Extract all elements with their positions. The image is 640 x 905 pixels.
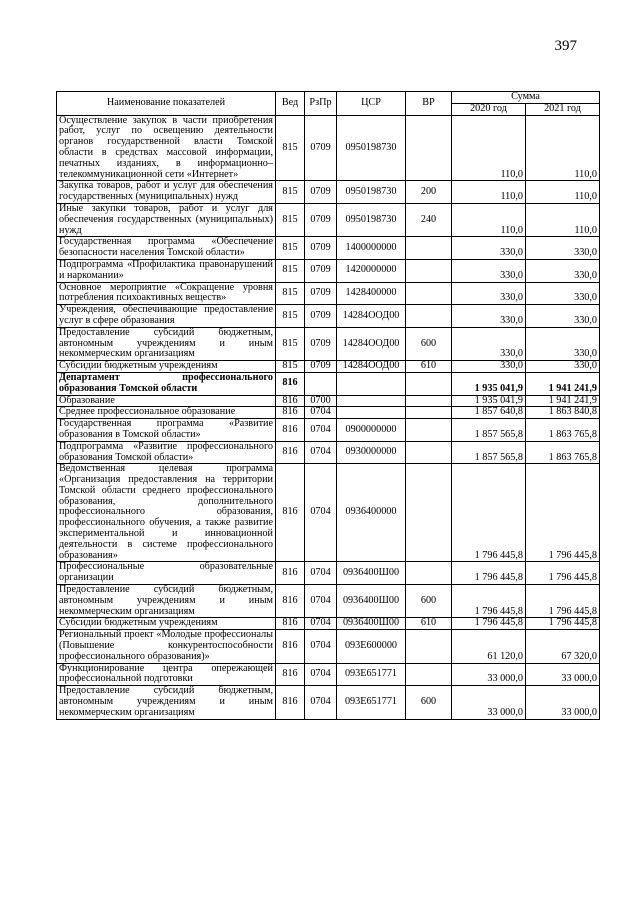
row-amount-2020: 330,0 <box>452 361 526 373</box>
row-name: Закупка товаров, работ и услуг для обеспечения государственных (муниципальных) нужд <box>57 181 276 204</box>
row-vr: 600 <box>406 686 452 719</box>
row-amount-2020: 1 796 445,8 <box>452 618 526 630</box>
row-csr: 0936400Ш00 <box>337 618 406 630</box>
row-amount-2020: 110,0 <box>452 115 526 181</box>
row-rzpr: 0704 <box>305 585 337 618</box>
row-csr: 0936400Ш00 <box>337 562 406 585</box>
row-csr: 0950198730 <box>337 115 406 181</box>
row-name: Государственная программа «Развитие образования в Томской области» <box>57 419 276 442</box>
row-vr <box>406 237 452 260</box>
row-amount-2021: 1 796 445,8 <box>526 618 600 630</box>
row-amount-2021: 110,0 <box>526 181 600 204</box>
row-vr <box>406 407 452 419</box>
row-vr <box>406 562 452 585</box>
row-amount-2021: 330,0 <box>526 305 600 328</box>
row-csr: 0936400000 <box>337 464 406 562</box>
row-ved: 815 <box>276 203 305 236</box>
row-ved: 815 <box>276 115 305 181</box>
row-rzpr: 0704 <box>305 441 337 464</box>
row-amount-2021: 1 941 241,9 <box>526 395 600 407</box>
row-vr <box>406 441 452 464</box>
row-vr <box>406 663 452 686</box>
row-amount-2021: 330,0 <box>526 282 600 305</box>
row-csr: 14284ООД00 <box>337 305 406 328</box>
row-csr: 14284ООД00 <box>337 361 406 373</box>
row-vr: 600 <box>406 327 452 360</box>
header-ved: Вед <box>276 92 305 116</box>
row-csr: 093E651771 <box>337 663 406 686</box>
row-amount-2021: 110,0 <box>526 115 600 181</box>
row-vr <box>406 395 452 407</box>
row-rzpr: 0709 <box>305 282 337 305</box>
row-vr <box>406 305 452 328</box>
row-ved: 816 <box>276 686 305 719</box>
row-ved: 816 <box>276 585 305 618</box>
row-csr <box>337 395 406 407</box>
row-vr <box>406 282 452 305</box>
table-row <box>57 663 600 686</box>
header-row <box>57 92 600 104</box>
row-name: Функционирование центра опережающей профессиональной подготовки <box>57 663 276 686</box>
row-amount-2020: 33 000,0 <box>452 663 526 686</box>
row-name: Осуществление закупок в части приобретения работ, услуг по освещению деятельности органов государственной власти Томской области в средствах массовой информации, печатных изданиях, в информационно–телекоммуникационной сети «Интернет» <box>57 115 276 181</box>
row-rzpr: 0704 <box>305 562 337 585</box>
row-ved: 815 <box>276 259 305 282</box>
table-row <box>57 464 600 562</box>
row-name: Учреждения, обеспечивающие предоставление услуг в сфере образования <box>57 305 276 328</box>
row-rzpr: 0709 <box>305 237 337 260</box>
row-amount-2021: 330,0 <box>526 259 600 282</box>
row-amount-2020: 1 935 041,9 <box>452 372 526 395</box>
table-row <box>57 115 600 181</box>
header-rzpr: РзПр <box>305 92 337 116</box>
row-vr <box>406 372 452 395</box>
row-amount-2020: 1 796 445,8 <box>452 562 526 585</box>
row-vr <box>406 464 452 562</box>
row-csr: 0930000000 <box>337 441 406 464</box>
row-amount-2021: 1 863 765,8 <box>526 441 600 464</box>
row-rzpr: 0700 <box>305 395 337 407</box>
header-csr: ЦСР <box>337 92 406 116</box>
row-vr: 610 <box>406 361 452 373</box>
budget-table <box>56 91 600 720</box>
row-amount-2020: 330,0 <box>452 259 526 282</box>
row-amount-2020: 61 120,0 <box>452 630 526 663</box>
row-ved: 816 <box>276 464 305 562</box>
row-rzpr: 0709 <box>305 259 337 282</box>
table-row <box>57 585 600 618</box>
row-csr: 1400000000 <box>337 237 406 260</box>
row-amount-2021: 33 000,0 <box>526 686 600 719</box>
row-amount-2021: 1 796 445,8 <box>526 464 600 562</box>
table-row <box>57 327 600 360</box>
row-name: Подпрограмма «Развитие профессионального образования Томской области» <box>57 441 276 464</box>
row-amount-2020: 330,0 <box>452 305 526 328</box>
table-row <box>57 618 600 630</box>
row-amount-2020: 1 857 565,8 <box>452 441 526 464</box>
row-csr: 1428400000 <box>337 282 406 305</box>
row-name: Профессиональные образовательные организации <box>57 562 276 585</box>
header-sum: Сумма <box>452 92 600 104</box>
row-rzpr: 0704 <box>305 419 337 442</box>
row-csr: 093E651771 <box>337 686 406 719</box>
row-vr: 240 <box>406 203 452 236</box>
row-amount-2021: 1 941 241,9 <box>526 372 600 395</box>
row-ved: 816 <box>276 419 305 442</box>
table-row <box>57 441 600 464</box>
row-amount-2020: 1 857 640,8 <box>452 407 526 419</box>
table-body <box>57 115 600 719</box>
row-csr: 0936400Ш00 <box>337 585 406 618</box>
row-name: Ведомственная целевая программа «Организация предоставления на территории Томской области среднего профессионального образования, дополнительного профессионального образования, профессионального обучения, а также развитие экспериментальной и инновационной деятельности в системе профессионального образования» <box>57 464 276 562</box>
row-amount-2020: 1 857 565,8 <box>452 419 526 442</box>
table-row <box>57 203 600 236</box>
row-amount-2020: 110,0 <box>452 181 526 204</box>
row-rzpr: 0709 <box>305 305 337 328</box>
row-ved: 816 <box>276 663 305 686</box>
row-rzpr: 0709 <box>305 115 337 181</box>
row-ved: 815 <box>276 327 305 360</box>
row-name: Предоставление субсидий бюджетным, автономным учреждениям и иным некоммерческим организациям <box>57 686 276 719</box>
row-csr <box>337 407 406 419</box>
row-name: Подпрограмма «Профилактика правонарушений и наркомании» <box>57 259 276 282</box>
row-rzpr: 0709 <box>305 361 337 373</box>
row-name: Субсидии бюджетным учреждениям <box>57 361 276 373</box>
row-ved: 815 <box>276 282 305 305</box>
row-amount-2021: 33 000,0 <box>526 663 600 686</box>
row-ved: 816 <box>276 618 305 630</box>
row-amount-2021: 110,0 <box>526 203 600 236</box>
row-vr <box>406 630 452 663</box>
table-row <box>57 562 600 585</box>
row-amount-2021: 330,0 <box>526 361 600 373</box>
header-vr: ВР <box>406 92 452 116</box>
row-ved: 816 <box>276 407 305 419</box>
row-vr: 600 <box>406 585 452 618</box>
row-amount-2020: 330,0 <box>452 237 526 260</box>
row-ved: 816 <box>276 562 305 585</box>
row-rzpr: 0704 <box>305 686 337 719</box>
row-amount-2021: 1 863 765,8 <box>526 419 600 442</box>
table-row <box>57 395 600 407</box>
row-amount-2021: 1 796 445,8 <box>526 585 600 618</box>
table-row <box>57 282 600 305</box>
row-name: Образование <box>57 395 276 407</box>
row-ved: 815 <box>276 237 305 260</box>
row-vr: 610 <box>406 618 452 630</box>
row-rzpr <box>305 372 337 395</box>
row-name: Государственная программа «Обеспечение безопасности населения Томской области» <box>57 237 276 260</box>
row-vr <box>406 259 452 282</box>
row-amount-2020: 330,0 <box>452 282 526 305</box>
row-vr <box>406 419 452 442</box>
table-row <box>57 259 600 282</box>
table-row <box>57 361 600 373</box>
row-name: Основное мероприятие «Сокращение уровня потребления психоактивных веществ» <box>57 282 276 305</box>
row-amount-2020: 110,0 <box>452 203 526 236</box>
row-csr: 14284ООД00 <box>337 327 406 360</box>
row-rzpr: 0709 <box>305 327 337 360</box>
row-ved: 816 <box>276 395 305 407</box>
table-row <box>57 407 600 419</box>
table-row <box>57 686 600 719</box>
row-amount-2021: 1 863 840,8 <box>526 407 600 419</box>
page-number: 397 <box>554 38 577 54</box>
row-ved: 815 <box>276 305 305 328</box>
row-rzpr: 0704 <box>305 630 337 663</box>
row-rzpr: 0704 <box>305 407 337 419</box>
table-row <box>57 237 600 260</box>
row-csr: 0900000000 <box>337 419 406 442</box>
row-ved: 815 <box>276 361 305 373</box>
row-amount-2021: 330,0 <box>526 237 600 260</box>
row-amount-2021: 330,0 <box>526 327 600 360</box>
row-ved: 816 <box>276 630 305 663</box>
row-name: Предоставление субсидий бюджетным, автономным учреждениям и иным некоммерческим организациям <box>57 327 276 360</box>
row-rzpr: 0709 <box>305 203 337 236</box>
row-csr: 093E600000 <box>337 630 406 663</box>
table-row <box>57 630 600 663</box>
row-amount-2020: 330,0 <box>452 327 526 360</box>
row-amount-2020: 1 796 445,8 <box>452 585 526 618</box>
row-ved: 816 <box>276 441 305 464</box>
row-csr <box>337 372 406 395</box>
row-name: Среднее профессиональное образование <box>57 407 276 419</box>
row-ved: 815 <box>276 181 305 204</box>
header-year-2021: 2021 год <box>526 103 600 115</box>
row-name: Департамент профессионального образования Томской области <box>57 372 276 395</box>
row-amount-2020: 1 796 445,8 <box>452 464 526 562</box>
row-vr: 200 <box>406 181 452 204</box>
row-amount-2021: 67 320,0 <box>526 630 600 663</box>
row-vr <box>406 115 452 181</box>
table-row <box>57 419 600 442</box>
row-name: Предоставление субсидий бюджетным, автономным учреждениям и иным некоммерческим организациям <box>57 585 276 618</box>
row-ved: 816 <box>276 372 305 395</box>
row-csr: 0950198730 <box>337 181 406 204</box>
table-row <box>57 181 600 204</box>
row-csr: 0950198730 <box>337 203 406 236</box>
header-year-2020: 2020 год <box>452 103 526 115</box>
row-amount-2020: 33 000,0 <box>452 686 526 719</box>
row-name: Субсидии бюджетным учреждениям <box>57 618 276 630</box>
row-name: Иные закупки товаров, работ и услуг для обеспечения государственных (муниципальных) нужд <box>57 203 276 236</box>
row-rzpr: 0704 <box>305 464 337 562</box>
row-csr: 1420000000 <box>337 259 406 282</box>
row-amount-2020: 1 935 041,9 <box>452 395 526 407</box>
table-row <box>57 372 600 395</box>
row-rzpr: 0704 <box>305 663 337 686</box>
header-name: Наименование показателей <box>57 92 276 116</box>
row-amount-2021: 1 796 445,8 <box>526 562 600 585</box>
row-rzpr: 0709 <box>305 181 337 204</box>
row-rzpr: 0704 <box>305 618 337 630</box>
row-name: Региональный проект «Молодые профессионалы (Повышение конкурентоспособности профессионального образования)» <box>57 630 276 663</box>
table-row <box>57 305 600 328</box>
